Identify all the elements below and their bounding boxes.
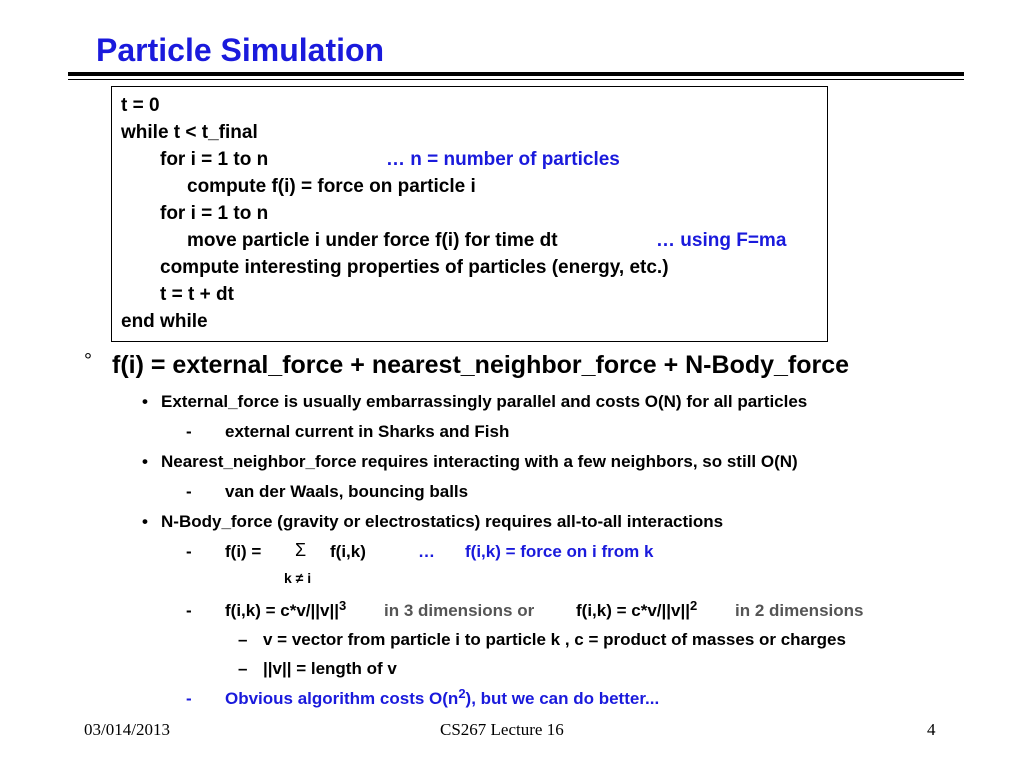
code-line-4: compute f(i) = force on particle i bbox=[187, 176, 476, 197]
formula-3d-base: f(i,k) = c*v/||v|| bbox=[225, 601, 339, 620]
sub-external-current: external current in Sharks and Fish bbox=[225, 422, 510, 441]
code-line-5: for i = 1 to n bbox=[160, 203, 269, 224]
dash-4: - bbox=[186, 601, 192, 620]
formula-ellipsis: … bbox=[418, 542, 435, 561]
formula-fi-lhs: f(i) = bbox=[225, 542, 262, 561]
bullet-nearest-neighbor: Nearest_neighbor_force requires interacting with a few neighbors, so still O(N) bbox=[161, 452, 798, 471]
formula-fik: f(i,k) bbox=[330, 542, 366, 561]
text-in-3-dimensions: in 3 dimensions or bbox=[384, 601, 535, 620]
formula-2d-exponent: 2 bbox=[690, 598, 698, 613]
slide-title: Particle Simulation bbox=[96, 32, 385, 68]
obvious-algorithm-cost bbox=[225, 686, 660, 709]
dash-5: - bbox=[186, 689, 192, 708]
code-comment-fma: … using F=ma bbox=[656, 230, 787, 251]
sum-index-k-neq-i: k ≠ i bbox=[284, 570, 312, 586]
bullet-dot-3: • bbox=[142, 512, 148, 531]
main-bullet-text: f(i) = external_force + nearest_neighbor_force + N-Body_force bbox=[112, 351, 850, 379]
footer-date: 03/014/2013 bbox=[84, 720, 170, 739]
dash-2: - bbox=[186, 482, 192, 501]
formula-2d bbox=[576, 598, 698, 621]
code-line-2: while t < t_final bbox=[121, 122, 258, 143]
formula-comment-force: f(i,k) = force on i from k bbox=[465, 542, 654, 561]
main-bullet-marker: ° bbox=[84, 350, 92, 372]
cost-exponent: 2 bbox=[458, 686, 466, 701]
def-v-length: ||v|| = length of v bbox=[263, 659, 397, 678]
formula-3d-exponent: 3 bbox=[339, 598, 347, 613]
cost-text-b: ), but we can do better... bbox=[465, 689, 660, 708]
title-rule-thin bbox=[68, 79, 964, 80]
endash-2: – bbox=[238, 659, 248, 678]
dash-3: - bbox=[186, 542, 192, 561]
sub-van-der-waals: van der Waals, bouncing balls bbox=[225, 482, 469, 501]
formula-3d bbox=[225, 598, 347, 621]
cost-text-a: Obvious algorithm costs O(n bbox=[225, 689, 459, 708]
code-line-1: t = 0 bbox=[121, 95, 160, 116]
bullet-dot-1: • bbox=[142, 392, 148, 411]
endash-1: – bbox=[238, 630, 248, 649]
code-line-9: end while bbox=[121, 311, 208, 332]
bullet-dot-2: • bbox=[142, 452, 148, 471]
code-line-6: move particle i under force f(i) for time dt bbox=[187, 230, 558, 251]
code-line-8: t = t + dt bbox=[160, 284, 234, 305]
code-comment-num-particles: … n = number of particles bbox=[386, 149, 620, 170]
def-v-vector: v = vector from particle i to particle k , c = product of masses or charges bbox=[263, 630, 846, 649]
code-line-3: for i = 1 to n bbox=[160, 149, 269, 170]
text-in-2-dimensions: in 2 dimensions bbox=[735, 601, 864, 620]
dash-1: - bbox=[186, 422, 192, 441]
footer-page-number: 4 bbox=[927, 720, 936, 739]
bullet-n-body: N-Body_force (gravity or electrostatics) requires all-to-all interactions bbox=[161, 512, 724, 531]
bullet-external-force: External_force is usually embarrassingly parallel and costs O(N) for all particles bbox=[161, 392, 808, 411]
code-line-7: compute interesting properties of particles (energy, etc.) bbox=[160, 257, 669, 278]
footer-course: CS267 Lecture 16 bbox=[440, 720, 564, 739]
formula-2d-base: f(i,k) = c*v/||v|| bbox=[576, 601, 690, 620]
title-rule-thick bbox=[68, 72, 964, 76]
sigma-symbol: Σ bbox=[295, 540, 307, 560]
